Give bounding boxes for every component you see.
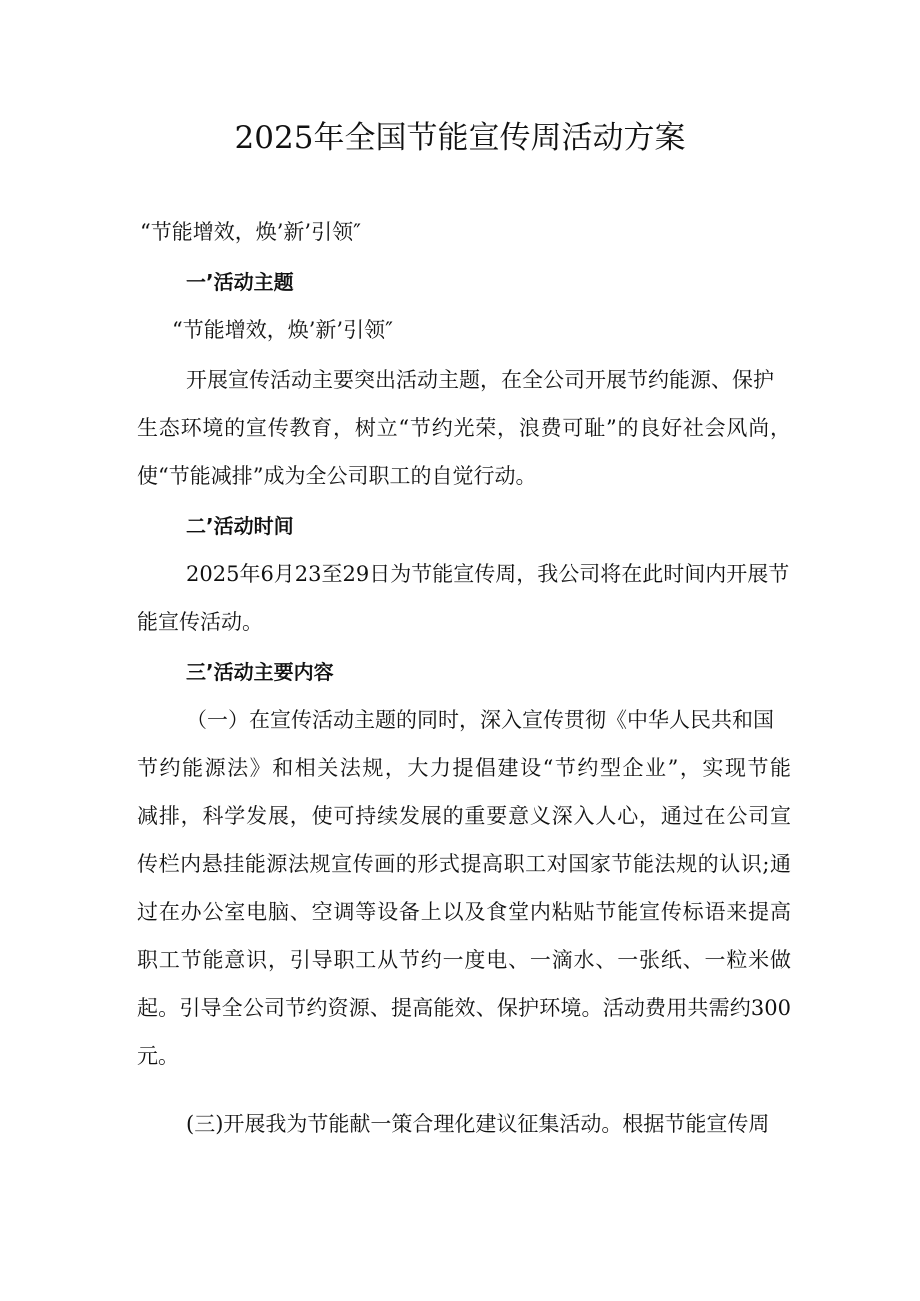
section-3-item-1-line: （一）在宣传活动主题的同时，深入宣传贯彻《中华人民共和国 bbox=[186, 708, 774, 732]
section-2-paragraph-line: 能宣传活动。 bbox=[137, 610, 263, 634]
section-3-heading: 三’活动主要内容 bbox=[186, 660, 334, 684]
section-1-slogan: “节能增效，焕’新’引领″ bbox=[172, 318, 393, 342]
document-title: 2025年全国节能宣传周活动方案 bbox=[234, 120, 686, 156]
section-3-item-1-line: 职工节能意识，引导职工从节约一度电、一滴水、一张纸、一粒米做 bbox=[137, 948, 791, 972]
section-3-item-1-line: 传栏内悬挂能源法规宣传画的形式提高职工对国家节能法规的认识;通 bbox=[137, 852, 791, 876]
section-3-item-1-line: 节约能源法》和相关法规，大力提倡建设“节约型企业”，实现节能 bbox=[137, 756, 791, 780]
slogan-line: “节能增效，焕’新’引领″ bbox=[140, 220, 361, 244]
section-3-item-1-line: 起。引导全公司节约资源、提高能效、保护环境。活动费用共需约300 bbox=[137, 996, 791, 1020]
section-3-item-1-line: 减排，科学发展，使可持续发展的重要意义深入人心，通过在公司宣 bbox=[137, 804, 791, 828]
section-3-item-3-line: (三)开展我为节能献一策合理化建议征集活动。根据节能宣传周 bbox=[186, 1112, 770, 1136]
section-1-heading: 一’活动主题 bbox=[186, 270, 294, 294]
section-3-item-1-line: 元。 bbox=[137, 1044, 179, 1068]
section-1-paragraph-line: 开展宣传活动主要突出活动主题，在全公司开展节约能源、保护 bbox=[186, 368, 774, 392]
section-1-paragraph-line: 使“节能减排”成为全公司职工的自觉行动。 bbox=[137, 464, 537, 488]
section-1-paragraph-line: 生态环境的宣传教育，树立“节约光荣，浪费可耻”的良好社会风尚， bbox=[137, 416, 791, 440]
section-3-item-1-line: 过在办公室电脑、空调等设备上以及食堂内粘贴节能宣传标语来提高 bbox=[137, 900, 791, 924]
section-2-paragraph-line: 2025年6月23至29日为节能宣传周，我公司将在此时间内开展节 bbox=[186, 562, 790, 586]
section-2-heading: 二’活动时间 bbox=[186, 514, 294, 538]
